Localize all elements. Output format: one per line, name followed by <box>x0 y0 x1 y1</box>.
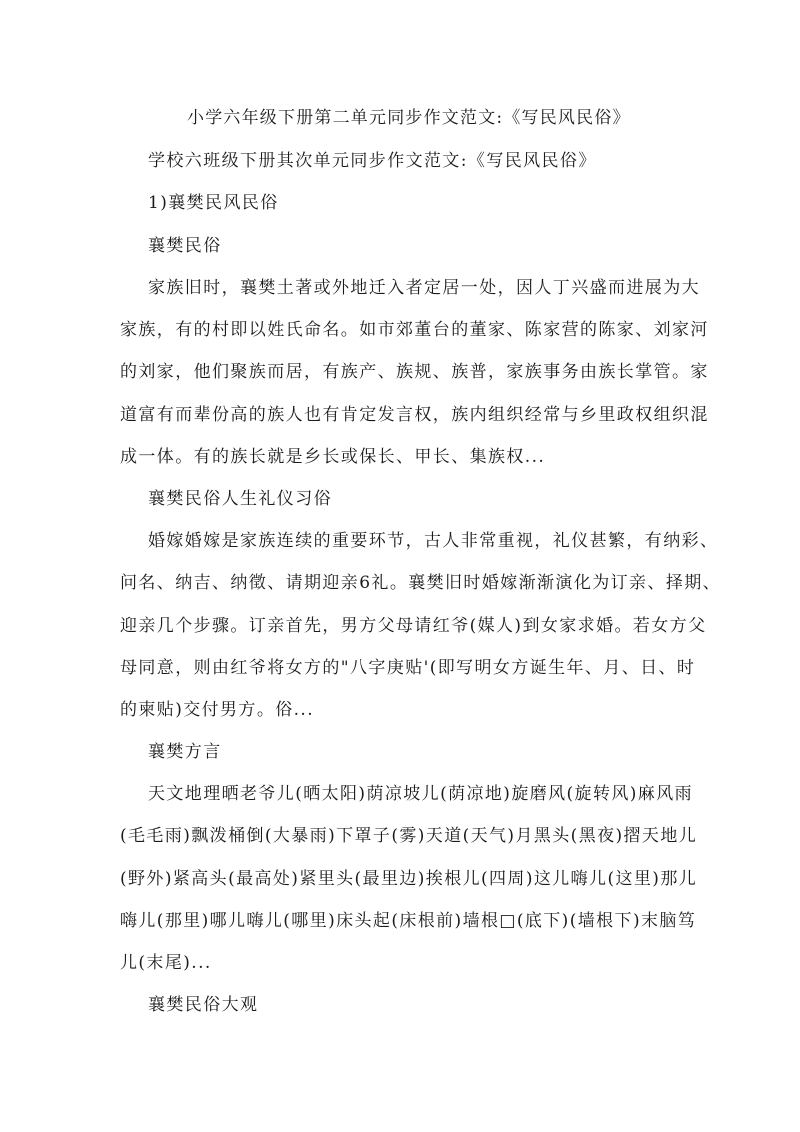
paragraph-line: 天文地理晒老爷儿(晒太阳)荫凉坡儿(荫凉地)旋磨风(旋转风)麻风雨 <box>148 784 693 804</box>
paragraph-line: 家族旧时，襄樊土著或外地迁入者定居一处，因人丁兴盛而进展为大 <box>148 278 700 298</box>
paragraph-line: 家族，有的村即以姓氏命名。如市郊董台的董家、陈家营的陈家、刘家河 <box>120 320 709 340</box>
document-subtitle: 学校六班级下册其次单元同步作文范文:《写民风民俗》 <box>148 151 597 171</box>
paragraph-line: 母同意，则由红爷将女方的"八字庚贴'(即写明女方诞生年、月、日、时 <box>120 658 696 678</box>
section-subheading: 襄樊民俗 <box>148 236 222 256</box>
paragraph-line: 道富有而辈份高的族人也有肯定发言权，族内组织经常与乡里政权组织混 <box>120 405 709 425</box>
paragraph-line: (毛毛雨)飘泼桶倒(大暴雨)下罩子(雾)天道(天气)月黑头(黑夜)摺天地儿 <box>120 826 698 846</box>
section-heading: 1)襄樊民风民俗 <box>148 193 279 213</box>
paragraph-line: 问名、纳吉、纳徵、请期迎亲6礼。襄樊旧时婚嫁渐渐演化为订亲、择期、 <box>120 573 722 593</box>
paragraph-line: 嗨儿(那里)哪儿嗨儿(哪里)床头起(床根前)墙根□(底下)(墙根下)末脑笃 <box>120 911 697 931</box>
paragraph-line: 婚嫁婚嫁是家族连续的重要环节，古人非常重视，礼仪甚繁，有纳彩、 <box>148 531 719 551</box>
section-heading: 襄樊方言 <box>148 742 222 762</box>
paragraph-line: 儿(末尾)... <box>120 953 212 973</box>
document-title: 小学六年级下册第二单元同步作文范文:《写民风民俗》 <box>187 108 631 128</box>
paragraph-line: 成一体。有的族长就是乡长或保长、甲长、集族权... <box>120 447 546 467</box>
paragraph-line: 的柬贴)交付男方。俗... <box>120 700 315 720</box>
paragraph-line: 迎亲几个步骤。订亲首先，男方父母请红爷(媒人)到女家求婚。若女方父 <box>120 616 707 636</box>
section-heading: 襄樊民俗大观 <box>148 995 259 1015</box>
paragraph-line: 的刘家，他们聚族而居，有族产、族规、族普，家族事务由族长掌管。家 <box>120 362 709 382</box>
section-heading: 襄樊民俗人生礼仪习俗 <box>148 489 332 509</box>
paragraph-line: (野外)紧高头(最高处)紧里头(最里边)挨根儿(四周)这儿嗨儿(这里)那儿 <box>120 869 698 889</box>
